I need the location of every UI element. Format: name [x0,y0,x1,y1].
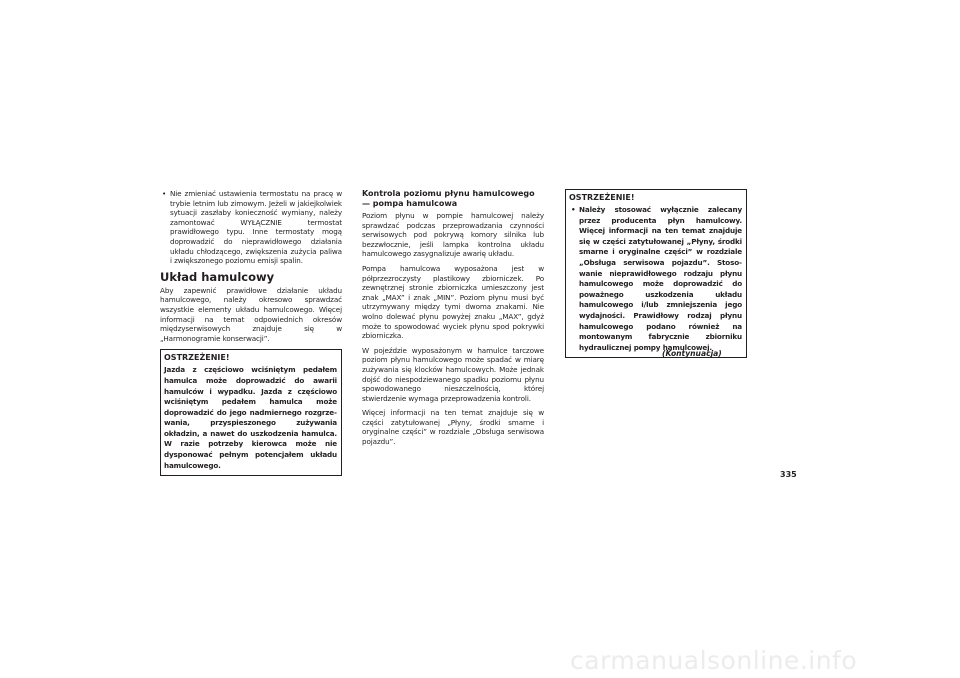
subheading: Kontrola poziomu płynu hamulcowego — pompa hamulcowa [362,189,535,208]
paragraph-3: W pojeździe wyposażonym w hamulce tarczowe poziom płynu hamulcowego może spadać w miarę zużywania się klocków hamulcowych. Może jednak dojść do niespodziewanego spadku poziomu płynu spowodowanego nieszczelnością, której stwierdzenie wymaga przeprowadzenia kontroli. [362,345,544,403]
section-title: Układ hamulcowy [160,269,275,284]
warning-title: OSTRZEŻENIE! [569,193,635,202]
paragraph-4: Więcej informacji na ten temat znajduje się w części zatytułowanej „Płyny, środki smarne i oryginalne części” w rozdziale „Obsługa serwisowa pojazdu”. [362,408,544,447]
continued-label: (Kontynuacja) [662,349,722,358]
warning-bullet-text: Należy stosować wyłącznie zalecany przez producenta płyn hamulcowy. Więcej informacji na ten temat znajduje się w części zatytułowanej „Płyny, środki smarne i oryginalne części” w rozdziale „Obsługa serwisowa pojazdu”. Stosowanie nieprawidłowego rodzaju płynu hamulcowego może doprowadzić do poważnego uszkodzenia układu hamulcowego i/lub zmniejszenia jego wydajności. Prawidłowy rodzaj płynu hamulcowego podano również na montowanym fabrycznie zbiorniku hydraulicznej pompy hamulcowej. [579,205,742,352]
thermostat-bullet-text: Nie zmieniać ustawienia termostatu na pracę w trybie letnim lub zimowym. Jeżeli w jakiejkolwiek sytuacji zaszłaby konieczność wymiany, należy zamontować WYŁĄCZNIE termostat prawidłowego typu. Inne termostaty mogą doprowadzić do nieprawidłowego działania układu chłodzącego, zwiększenia zużycia paliwa i zwiększonego poziomu emisji spalin. [170,189,342,266]
bullet-icon: • [162,189,167,198]
left-column [160,189,342,476]
right-column [565,189,747,358]
bullet-icon: • [571,205,576,214]
page-number: 335 [780,470,797,479]
section-text: Aby zapewnić prawidłowe działanie układu hamulcowego, należy okresowo sprawdzać wszystkie elementy układu hamulcowego. Więcej informacji na temat odpowiednich okresów międzyserwisowych znajduje się w „Harmonogramie konserwacji”. [160,285,342,343]
warning-title: OSTRZEŻENIE! [164,353,230,363]
middle-column [362,189,544,452]
thermostat-bullet [160,189,342,266]
warning-box-brakes [160,349,342,476]
watermark: carmanualsonline.info [570,646,858,675]
warning-box-fluid [565,189,747,358]
warning-bullet [569,205,742,353]
paragraph-2: Pompa hamulcowa wyposażona jest w półprzezroczysty plastikowy zbiorniczek. Po zewnętrznej stronie zbiorniczka umieszczony jest znak „MAX” i znak „MIN”. Poziom płynu musi być utrzymywany między tymi dwoma znakami. Nie wolno dolewać płynu powyżej znaku „MAX”, gdyż może to spowodować wyciek płynu spod pokrywki zbiorniczka. [362,263,544,341]
warning-text: Jazda z częściowo wciśniętym pedałem hamulca może doprowadzić do awarii hamulców i wypadku. Jazda z częściowo wciśniętym pedałem hamulca może doprowadzić do jego nadmiernego rozgrzewania, przyspieszonego zużywania okładzin, a nawet do uszkodzenia hamulca. W razie potrzeby kierowca może nie dysponować pełnym potencjałem układu hamulcowego. [164,365,337,470]
paragraph-1: Poziom płynu w pompie hamulcowej należy sprawdzać podczas przeprowadzania czynności serwisowych pod pokrywą komory silnika lub bezzwłocznie, jeśli lampka kontrolna układu hamulcowego zasygnalizuje awarię układu. [362,211,544,259]
